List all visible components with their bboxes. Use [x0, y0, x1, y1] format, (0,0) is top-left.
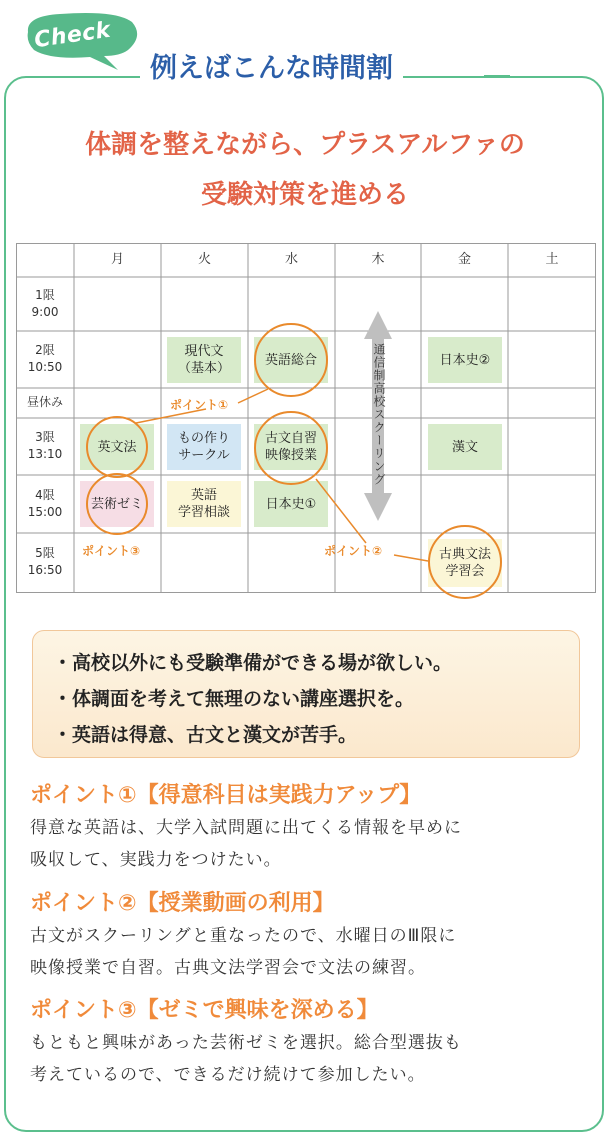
- subject-line: 古文自習: [264, 431, 317, 446]
- mon3-circle: [87, 417, 147, 477]
- subtitle-line-2: 受験対策を進める: [200, 180, 409, 210]
- subject-line: もの作り: [177, 431, 230, 446]
- timetable: [16, 243, 596, 593]
- period-label: 1限: [35, 288, 55, 302]
- period-label: 2限: [35, 343, 55, 357]
- period-label: 3限: [35, 430, 55, 444]
- point1-body-line: 吸収して、実践力をつけたい。: [30, 850, 282, 870]
- subject-line: 学習会: [445, 564, 485, 579]
- point3-body: [30, 1027, 590, 1091]
- day-header-sat: 土: [545, 252, 559, 267]
- point3-circle: [87, 474, 147, 534]
- period-time: 13:10: [27, 447, 63, 461]
- point1-circle: [255, 324, 327, 396]
- point1-heading: ポイント①【得意科目は実践力アップ】: [30, 783, 422, 808]
- point3-heading: ポイント③【ゼミで興味を深める】: [30, 998, 379, 1023]
- subject-line: （基本）: [177, 361, 230, 376]
- day-header-mon: 月: [110, 252, 124, 267]
- point1-body-line: 得意な英語は、大学入試問題に出てくる情報を早めに: [30, 818, 462, 838]
- point2-label: ポイント②: [324, 544, 383, 558]
- point1-body: [30, 812, 590, 876]
- point2-heading: ポイント②【授業動画の利用】: [30, 891, 335, 916]
- subject-mon-3: 英文法: [80, 424, 154, 470]
- period-time: 16:50: [27, 563, 63, 577]
- subject-line: 現代文: [184, 344, 224, 359]
- condition-item: ・英語は得意、古文と漢文が苦手。: [53, 724, 358, 746]
- day-header-tue: 火: [197, 252, 211, 267]
- point3-body-line: 考えているので、できるだけ続けて参加したい。: [30, 1065, 426, 1085]
- page-title: 例えばこんな時間割: [140, 50, 403, 88]
- period-time: 9:00: [31, 305, 59, 319]
- timetable-annotations: [16, 243, 596, 593]
- period-time: 15:00: [27, 505, 63, 519]
- point2-body-line: 映像授業で自習。古典文法学習会で文法の練習。: [30, 958, 426, 978]
- subject-line: 英語: [190, 488, 217, 503]
- subtitle-line-1: 体調を整えながら、プラスアルファの: [85, 130, 525, 160]
- subject-line: サークル: [178, 448, 230, 463]
- subject-line: 映像授業: [264, 448, 317, 463]
- day-header-wed: 水: [284, 252, 298, 267]
- condition-item: ・高校以外にも受験準備ができる場が欲しい。: [53, 652, 453, 674]
- subject-fri-3: 漢文: [428, 424, 502, 470]
- check-badge-text: Check: [32, 17, 113, 54]
- day-header-fri: 金: [457, 252, 471, 267]
- period-label: 昼休み: [26, 395, 63, 409]
- point1-label: ポイント①: [170, 398, 229, 412]
- subject-line: 学習相談: [177, 505, 230, 520]
- title-rule: [484, 75, 510, 77]
- subject-line: 古典文法: [438, 547, 491, 562]
- subject-mon-4: 芸術ゼミ: [80, 481, 154, 527]
- condition-item: ・体調面を考えて無理のない講座選択を。: [53, 688, 415, 710]
- point2-body-line: 古文がスクーリングと重なったので、水曜日のⅢ限に: [30, 926, 457, 946]
- point3-label: ポイント③: [82, 544, 141, 558]
- point2-body: [30, 920, 590, 984]
- conditions-box: [32, 630, 580, 758]
- point3-body-line: もともと興味があった芸術ゼミを選択。総合型選抜も: [30, 1033, 462, 1053]
- point2-circle: [255, 412, 327, 484]
- fri5-circle: [429, 526, 501, 598]
- schooling-label: 通信制高校スクーリング: [372, 343, 386, 486]
- period-label: 5限: [35, 546, 55, 560]
- subject-wed-2: 英語総合: [254, 337, 328, 383]
- period-time: 10:50: [27, 360, 63, 374]
- subject-wed-4: 日本史①: [254, 481, 328, 527]
- period-label: 4限: [35, 488, 55, 502]
- day-header-thu: 木: [371, 252, 385, 267]
- subject-fri-2: 日本史②: [428, 337, 502, 383]
